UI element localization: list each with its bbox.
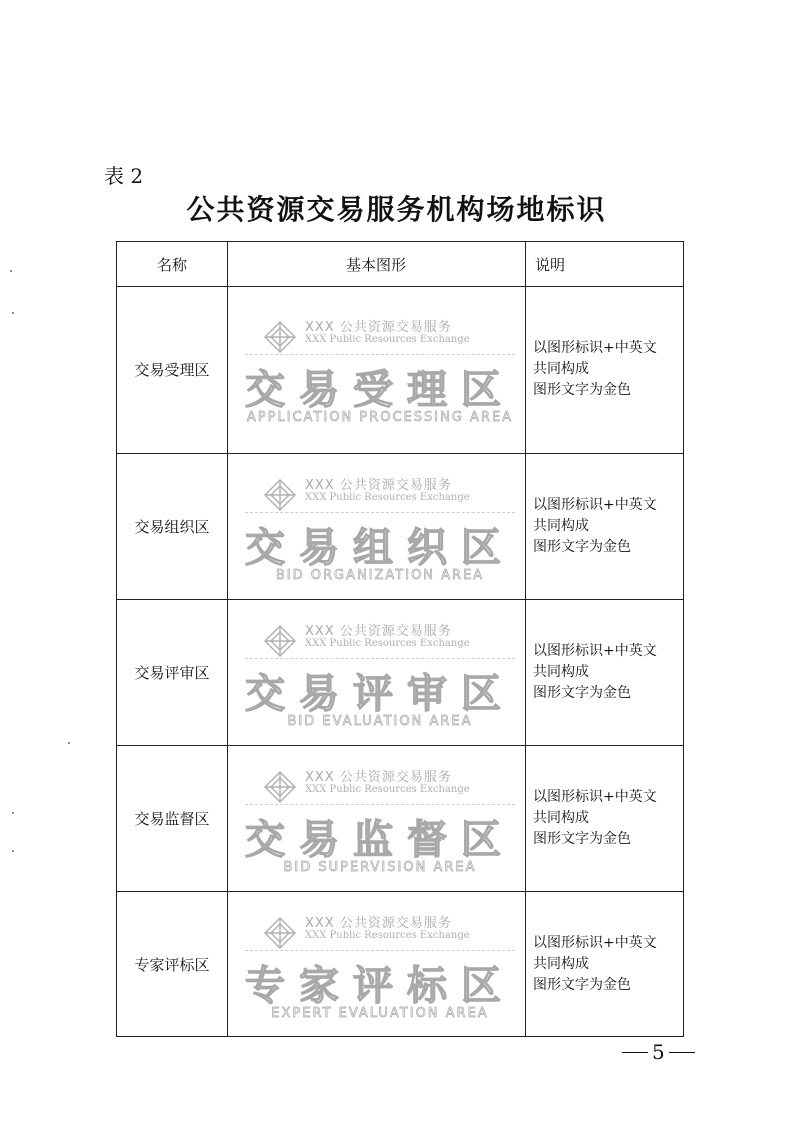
page-number-dash (669, 1052, 695, 1053)
table-row-name: 专家评标区 (134, 955, 210, 974)
diamond-lattice-logo-icon (263, 916, 297, 950)
sign-org-name-en: XXX Public Resources Exchange (305, 638, 470, 649)
sign-divider (245, 804, 515, 805)
note-line: 共同构成 (533, 663, 589, 680)
table-label: 表 2 (104, 164, 144, 188)
sign-figure (239, 302, 521, 436)
sign-figure (239, 606, 521, 740)
column-divider (227, 242, 228, 1036)
note-line: 共同构成 (533, 517, 589, 534)
sign-org-name-cn: XXX 公共资源交易服务 (305, 624, 452, 639)
sign-divider (245, 354, 515, 355)
sign-figure (239, 752, 521, 886)
note-line: 图形文字为金色 (533, 382, 631, 398)
column-header-note: 说明 (535, 255, 566, 274)
column-header-name: 名称 (156, 255, 187, 274)
page-title: 公共资源交易服务机构场地标识 (186, 193, 607, 226)
table-row-name: 交易监督区 (134, 809, 210, 828)
sign-area-name-cn: 交易受理区 (245, 367, 515, 413)
note-line: 以图形标识+中英文 (533, 340, 657, 356)
table-row-name: 交易评审区 (134, 663, 210, 682)
sign-figure (239, 898, 521, 1032)
sign-divider (245, 512, 515, 513)
scan-speck (12, 812, 14, 814)
sign-area-name-cn: 交易组织区 (245, 525, 515, 571)
diamond-lattice-logo-icon (263, 770, 297, 804)
table-row-note (525, 453, 685, 599)
note-line: 图形文字为金色 (533, 684, 631, 701)
sign-divider (245, 950, 515, 951)
sign-org-name-cn: XXX 公共资源交易服务 (305, 770, 452, 785)
note-line: 共同构成 (533, 955, 589, 972)
note-line: 共同构成 (533, 361, 589, 377)
scan-speck (12, 850, 14, 852)
note-line: 图形文字为金色 (533, 538, 631, 555)
note-line: 以图形标识+中英文 (533, 642, 657, 659)
diamond-lattice-logo-icon (263, 320, 297, 354)
note-line: 以图形标识+中英文 (533, 788, 657, 805)
note-line: 图形文字为金色 (533, 976, 631, 993)
page-number-value: 5 (652, 1040, 665, 1064)
signage-table (116, 241, 684, 1037)
page-number-dash (622, 1052, 648, 1053)
sign-area-name-cn: 交易评审区 (245, 671, 515, 717)
diamond-lattice-logo-icon (263, 624, 297, 658)
sign-area-name-cn: 专家评标区 (245, 963, 515, 1009)
note-line: 以图形标识+中英文 (533, 496, 657, 513)
sign-org-name-en: XXX Public Resources Exchange (305, 784, 470, 795)
note-line: 共同构成 (533, 809, 589, 826)
sign-area-name-en: BID ORGANIZATION AREA (275, 568, 485, 583)
table-row-note (525, 745, 685, 891)
table-row-name: 交易组织区 (134, 517, 210, 536)
sign-org-name-en: XXX Public Resources Exchange (305, 930, 470, 941)
sign-area-name-en: BID SUPERVISION AREA (283, 860, 477, 875)
sign-figure (239, 460, 521, 594)
note-line: 图形文字为金色 (533, 830, 631, 847)
scan-speck (12, 312, 14, 314)
sign-area-name-en: APPLICATION PROCESSING AREA (246, 410, 514, 425)
sign-org-name-en: XXX Public Resources Exchange (305, 492, 470, 503)
column-header-figure: 基本图形 (345, 255, 406, 274)
sign-divider (245, 658, 515, 659)
sign-org-name-cn: XXX 公共资源交易服务 (305, 478, 452, 493)
sign-org-name-cn: XXX 公共资源交易服务 (305, 916, 452, 931)
table-row-name: 交易受理区 (134, 361, 210, 379)
scan-speck (10, 270, 12, 272)
table-row-note (525, 891, 685, 1037)
page-number (622, 1040, 695, 1064)
diamond-lattice-logo-icon (263, 478, 297, 512)
note-line: 以图形标识+中英文 (533, 934, 657, 951)
sign-org-name-en: XXX Public Resources Exchange (305, 334, 470, 345)
sign-area-name-en: EXPERT EVALUATION AREA (271, 1006, 489, 1021)
sign-area-name-cn: 交易监督区 (245, 817, 515, 863)
scan-speck (68, 742, 70, 744)
sign-area-name-en: BID EVALUATION AREA (287, 714, 473, 729)
table-row-note (525, 599, 685, 745)
sign-org-name-cn: XXX 公共资源交易服务 (305, 320, 452, 335)
table-row-note (525, 286, 685, 453)
